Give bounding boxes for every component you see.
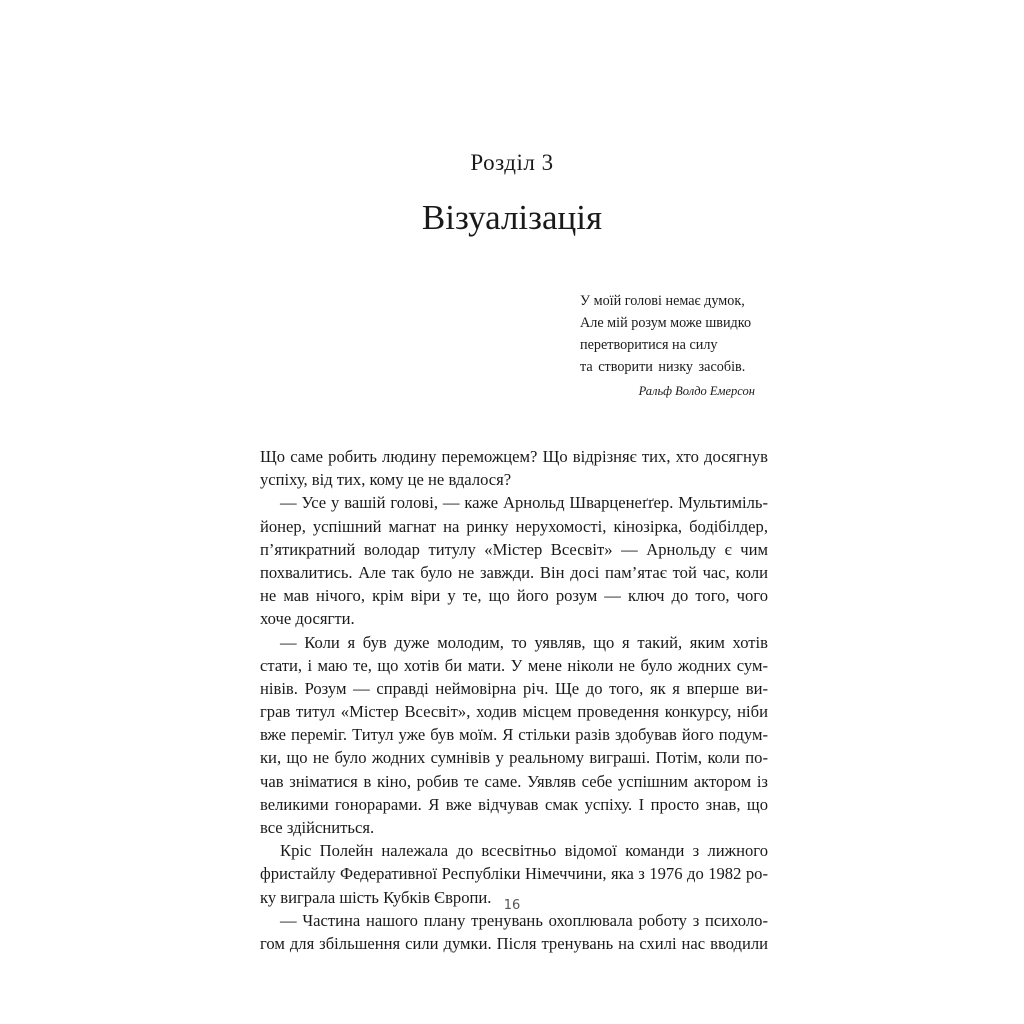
page-number: 16 (503, 898, 521, 913)
text-line: все здійсниться. (260, 818, 375, 837)
text-line: чав зніматися в кіно, робив те саме. Уявляв себе успішним актором із (260, 771, 768, 791)
text-line: ку виграла шість Кубків Європи. (260, 887, 492, 907)
text-line: — Частина нашого плану тренувань охоплювала роботу з психоло- (280, 910, 768, 930)
text-line: Що саме робить людину переможцем? Що відрізняє тих, хто досягнув (260, 447, 768, 466)
text-line: фристайлу Федеративної Республіки Німеччини, яка з 1976 до 1982 ро- (260, 864, 768, 884)
text-line: успіху, від тих, кому це не вдалося? (260, 470, 512, 490)
text-line: нівів. Розум — справді неймовірна річ. Ще до того, як я вперше ви- (260, 678, 768, 698)
text-line: не мав нічого, крім віри у те, що його розум — ключ до того, чого (260, 586, 768, 606)
epigraph-line: Але мій розум може швидко (580, 315, 752, 331)
text-line: хоче досягти. (260, 609, 355, 629)
text-line: похвалитись. Але так було не завжди. Він досі пам’ятає той час, коли (260, 562, 768, 582)
epigraph-line: У моїй голові немає думок, (580, 293, 745, 309)
chapter-label: Розділ 3 (470, 150, 554, 175)
epigraph-line: перетворитися на силу (580, 337, 718, 353)
text-line: грав титул «Містер Всесвіт», ходив місцем проведення конкурсу, ніби (260, 702, 768, 722)
body-text (260, 445, 768, 955)
text-line: ки, що не було жодних сумнівів у реальному виграші. Потім, коли по- (260, 748, 768, 768)
epigraph-author: Ральф Волдо Емерсон (638, 384, 755, 398)
text-line: стати, і маю те, що хотів би мати. У мене ніколи не було жодних сум- (260, 655, 768, 675)
text-line: вже переміг. Титул уже був моїм. Я стільки разів здобував його подум- (260, 725, 768, 745)
text-line: — Коли я був дуже молодим, то уявляв, що я такий, яким хотів (280, 632, 768, 652)
chapter-title: Візуалізація (421, 198, 603, 237)
text-line: — Усе у вашій голові, — каже Арнольд Шварценеґґер. Мультиміль- (280, 493, 768, 513)
text-line: п’ятикратний володар титулу «Містер Всесвіт» — Арнольду є чим (260, 539, 768, 559)
epigraph-line: та створити низку засобів. (580, 359, 746, 375)
text-line: Кріс Полейн належала до всесвітньо відомої команди з лижного (280, 841, 768, 861)
text-line: йонер, успішний магнат на ринку нерухомості, кінозірка, бодібілдер, (260, 516, 768, 536)
text-line: великими гонорарами. Я вже відчував смак успіху. І просто знав, що (260, 794, 768, 814)
epigraph (580, 290, 780, 402)
text-line: гом для збільшення сили думки. Після тренувань на схилі нас вводили (260, 933, 768, 953)
